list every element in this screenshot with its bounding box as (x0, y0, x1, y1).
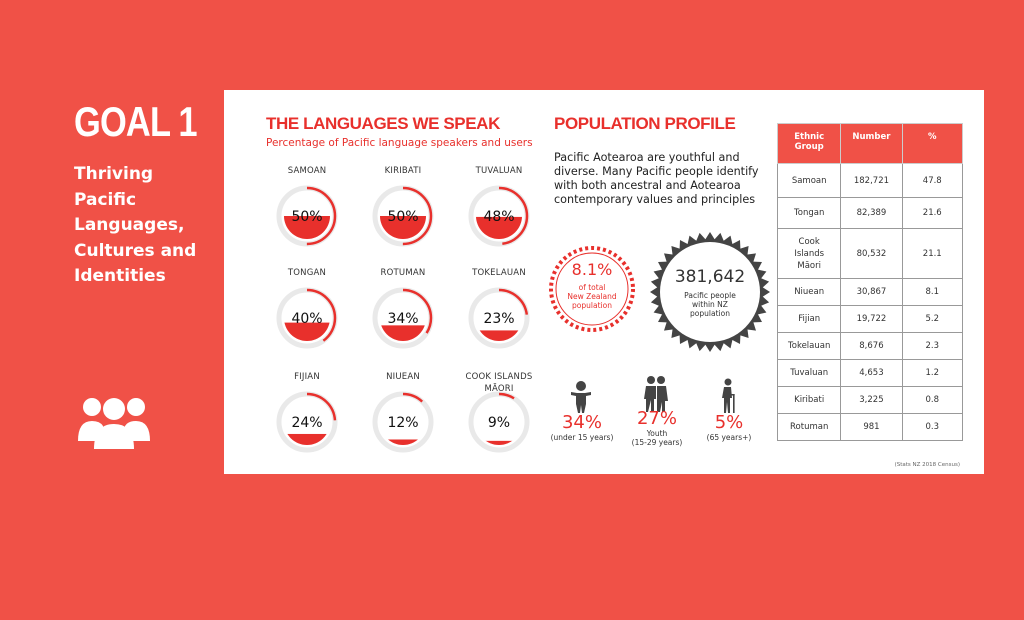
table-cell: 8.1 (902, 279, 962, 306)
language-gauge (454, 267, 544, 349)
share-line: of total (578, 283, 606, 292)
source-note: (Stats NZ 2018 Census) (894, 462, 960, 468)
gauge-value-label: 9% (487, 415, 511, 431)
gauge-label: ROTUMAN (380, 268, 426, 278)
table-cell: 5.2 (902, 306, 962, 333)
table-cell: Niuean (778, 279, 841, 306)
gauge-label: KIRIBATI (384, 166, 422, 176)
column-header: % (902, 124, 962, 164)
gauge-value-label: 50% (387, 209, 419, 225)
table-row (778, 360, 963, 387)
gauge-label: NIUEAN (386, 372, 420, 382)
column-header-label: Ethnic Group (794, 132, 825, 152)
table-cell: Tuvaluan (778, 360, 841, 387)
table-row (778, 279, 963, 306)
table-cell: 3,225 (841, 387, 902, 414)
language-gauge (262, 267, 352, 349)
count-badge (648, 267, 772, 318)
table-cell: Samoan (778, 164, 841, 198)
gauge-chart (468, 391, 530, 453)
gauge-chart (468, 185, 530, 247)
language-gauge (454, 165, 544, 247)
table-cell: 981 (841, 414, 902, 441)
column-header (778, 124, 841, 164)
goal-subtitle-line: Cultures and (74, 240, 197, 261)
gauge-value-label: 24% (291, 415, 323, 431)
goal-section (74, 98, 224, 290)
count-line: population (690, 309, 730, 318)
language-gauge (454, 371, 544, 453)
table-row (778, 229, 963, 279)
table-header-row (778, 124, 963, 164)
gauge-chart (276, 391, 338, 453)
language-gauge (262, 165, 352, 247)
table-cell: 82,389 (841, 198, 902, 229)
goal-subtitle-line: Thriving (74, 164, 154, 184)
share-badge (547, 260, 637, 310)
table-cell: 21.6 (902, 198, 962, 229)
table-cell: Tongan (778, 198, 841, 229)
population-title: POPULATION PROFILE (554, 114, 736, 133)
population-text: Pacific Aotearoa are youthful and diverse. Many Pacific people identify with both ancestral and Aotearoa contemporary values and principles (554, 151, 759, 206)
table-row (778, 306, 963, 333)
gauge-chart (372, 391, 434, 453)
table-row (778, 414, 963, 441)
gauge-label: TOKELAUAN (472, 268, 526, 278)
table-cell: 8,676 (841, 333, 902, 360)
gauge-chart (276, 185, 338, 247)
ethnic-group-table (777, 123, 963, 441)
table-cell: 21.1 (902, 229, 962, 279)
gauge-label: COOK ISLANDS MĀORI (465, 372, 533, 394)
table-cell: Kiribati (778, 387, 841, 414)
gauge-value-label: 50% (291, 209, 323, 225)
gauge-chart (276, 287, 338, 349)
count-line: within NZ (692, 300, 728, 309)
gauge-value-label: 48% (483, 209, 515, 225)
table-cell: 4,653 (841, 360, 902, 387)
column-header: Number (841, 124, 902, 164)
table-cell: 47.8 (902, 164, 962, 198)
gauge-chart (468, 287, 530, 349)
table-cell: 30,867 (841, 279, 902, 306)
table-cell: 0.3 (902, 414, 962, 441)
table-cell: 0.8 (902, 387, 962, 414)
goal-subtitle (74, 162, 214, 290)
age-desc: (under 15 years) (550, 433, 614, 442)
share-line: New Zealand (567, 292, 617, 301)
table-cell: Tokelauan (778, 333, 841, 360)
table-row (778, 387, 963, 414)
table-cell: 182,721 (841, 164, 902, 198)
table-cell: 2.3 (902, 333, 962, 360)
languages-title: THE LANGUAGES WE SPEAK (266, 114, 500, 133)
goal-title: GOAL 1 (74, 98, 197, 145)
table-row (778, 164, 963, 198)
age-desc: (15-29 years) (631, 438, 683, 447)
people-group-icon (76, 393, 152, 449)
language-gauge (358, 165, 448, 247)
age-value: 34% (561, 412, 602, 433)
table-row (778, 198, 963, 229)
gauge-chart (372, 185, 434, 247)
age-desc: Youth (646, 429, 668, 438)
gauge-value-label: 40% (291, 311, 323, 327)
gauge-label: FIJIAN (294, 372, 320, 382)
goal-subtitle-line: Identities (74, 266, 166, 286)
count-line: Pacific people (684, 291, 736, 300)
language-gauge (358, 267, 448, 349)
share-line: population (572, 301, 612, 310)
table-cell: 80,532 (841, 229, 902, 279)
gauge-label: SAMOAN (287, 166, 327, 176)
gauge-value-label: 23% (483, 311, 515, 327)
info-panel (224, 90, 984, 474)
age-group (684, 408, 774, 442)
age-value: 5% (714, 412, 744, 433)
gauge-label: TONGAN (287, 268, 327, 278)
gauge-chart (372, 287, 434, 349)
language-gauge (262, 371, 352, 453)
share-value: 8.1% (571, 260, 613, 279)
goal-subtitle-line: Languages, (74, 215, 185, 235)
table-cell: 1.2 (902, 360, 962, 387)
language-gauge (358, 371, 448, 453)
age-value: 27% (636, 408, 677, 429)
table-cell: Rotuman (778, 414, 841, 441)
goal-subtitle-line: Pacific (74, 189, 137, 210)
table-row (778, 333, 963, 360)
age-desc: (65 years+) (706, 433, 752, 442)
gauge-value-label: 12% (387, 415, 419, 431)
languages-subtitle: Percentage of Pacific language speakers and users (266, 137, 533, 149)
gauge-value-label: 34% (387, 311, 419, 327)
gauge-label: TUVALUAN (475, 166, 523, 176)
table-cell: Fijian (778, 306, 841, 333)
count-value: 381,642 (674, 267, 746, 287)
table-cell: 19,722 (841, 306, 902, 333)
table-cell: Cook Islands Māori (778, 229, 841, 279)
